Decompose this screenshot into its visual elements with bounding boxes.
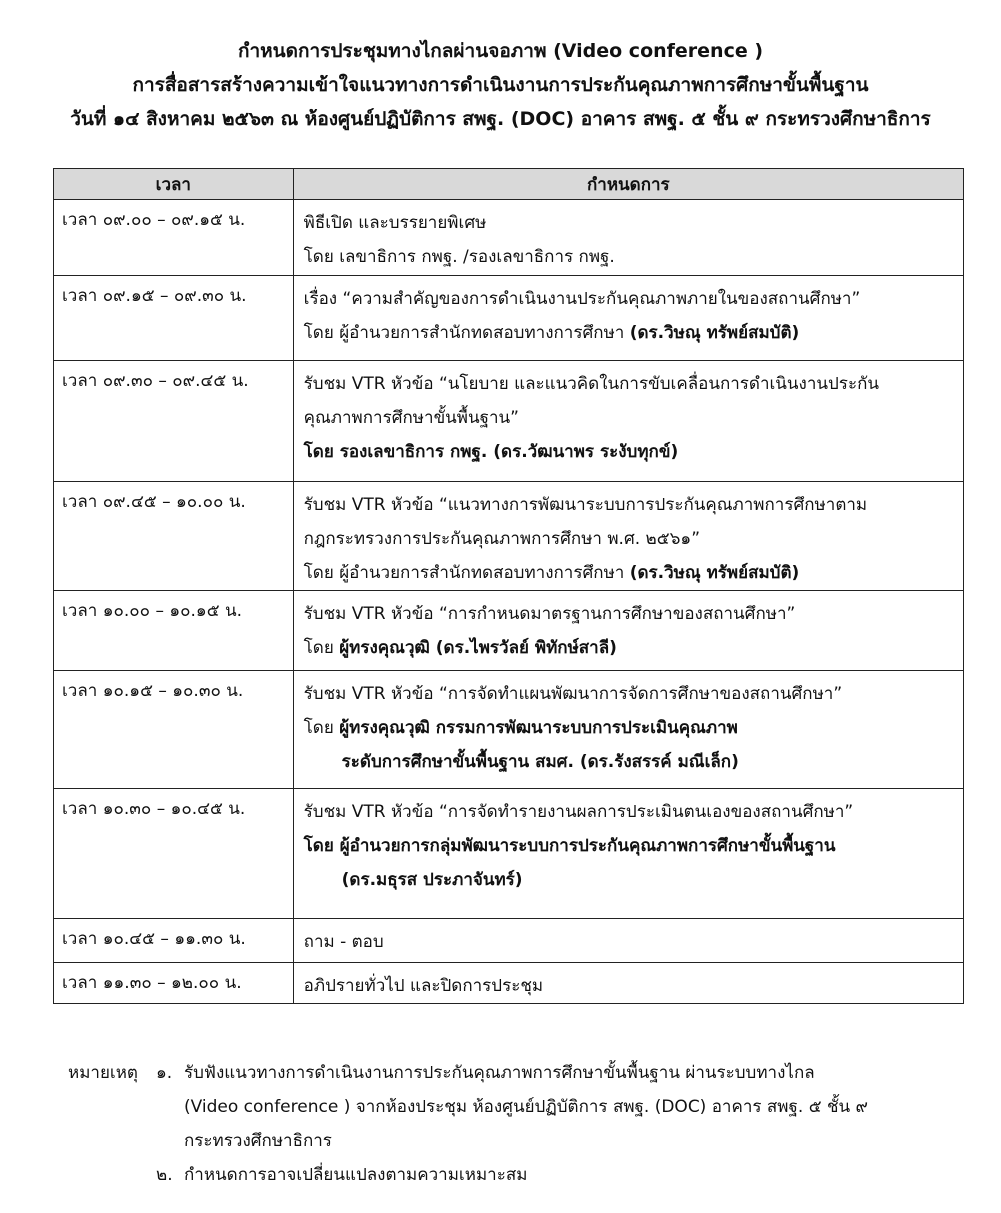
table-row <box>54 591 964 671</box>
row-time: เวลา ๐๙.๐๐ – ๐๙.๑๕ น. <box>54 200 294 276</box>
agenda-speaker <box>304 631 957 665</box>
agenda-speaker: โดย รองเลขาธิการ กพฐ. (ดร.วัฒนาพร ระงับทุกข์) <box>303 442 679 462</box>
speaker-name: (ดร.วิษณุ ทรัพย์สมบัติ) <box>629 563 800 583</box>
table-row <box>54 919 964 963</box>
note-item-1 <box>68 1056 968 1158</box>
document-title <box>0 34 1001 136</box>
speaker-name-continued: (ดร.มธุรส ประภาจันทร์) <box>341 870 523 890</box>
row-agenda <box>293 200 963 276</box>
note-line: กำหนดการอาจเปลี่ยนแปลงตามความเหมาะสม <box>184 1165 528 1185</box>
speaker-prefix: โดย <box>303 718 340 738</box>
title-line-3: วันที่ ๑๔ สิงหาคม ๒๕๖๓ ณ ห้องศูนย์ปฏิบัติการ สพฐ. (DOC) อาคาร สพฐ. ๕ ชั้น ๙ กระทรวงศึกษาธิการ <box>70 108 931 130</box>
speaker-name: (ดร.วิษณุ ทรัพย์สมบัติ) <box>629 323 800 343</box>
speaker-name: ผู้ทรงคุณวุฒิ (ดร.ไพรวัลย์ พิทักษ์สาลี) <box>339 638 617 658</box>
agenda-line: รับชม VTR หัวข้อ “การจัดทำแผนพัฒนาการจัดการศึกษาของสถานศึกษา” <box>303 684 843 704</box>
agenda-speaker: โดย ผู้อำนวยการกลุ่มพัฒนาระบบการประกันคุณภาพการศึกษาขั้นพื้นฐาน <box>303 836 836 856</box>
speaker-name-continued: ระดับการศึกษาขั้นพื้นฐาน สมศ. (ดร.รังสรรค์ มณีเล็ก) <box>341 752 739 772</box>
row-agenda <box>293 482 963 591</box>
note-line: (Video conference ) จากห้องประชุม ห้องศูนย์ปฏิบัติการ สพฐ. (DOC) อาคาร สพฐ. ๕ ชั้น ๙ <box>184 1097 868 1117</box>
note-text <box>184 1158 968 1192</box>
agenda-line: รับชม VTR หัวข้อ “การกำหนดมาตรฐานการศึกษาของสถานศึกษา” <box>303 604 796 624</box>
row-agenda <box>293 919 963 963</box>
note-item-2 <box>68 1158 968 1192</box>
note-line: รับฟังแนวทางการดำเนินงานการประกันคุณภาพการศึกษาขั้นพื้นฐาน ผ่านระบบทางไกล <box>184 1063 815 1083</box>
table-row <box>54 276 964 361</box>
speaker-prefix: โดย <box>303 638 340 658</box>
row-agenda <box>293 361 963 482</box>
notes-label: หมายเหตุ <box>68 1063 138 1083</box>
note-number: ๒. <box>156 1165 173 1185</box>
table-header-row <box>54 169 964 200</box>
table-row <box>54 200 964 276</box>
agenda-speaker <box>304 556 957 590</box>
row-time: เวลา ๑๑.๓๐ – ๑๒.๐๐ น. <box>54 963 294 1004</box>
note-text <box>184 1056 968 1158</box>
row-agenda <box>293 671 963 789</box>
agenda-line: รับชม VTR หัวข้อ “การจัดทำรายงานผลการประเมินตนเองของสถานศึกษา” <box>303 802 854 822</box>
speaker-name: ผู้ทรงคุณวุฒิ กรรมการพัฒนาระบบการประเมินคุณภาพ <box>339 718 738 738</box>
agenda-speaker: โดย เลขาธิการ กพฐ. /รองเลขาธิการ กพฐ. <box>303 247 615 267</box>
row-time: เวลา ๑๐.๔๕ – ๑๑.๓๐ น. <box>54 919 294 963</box>
row-agenda <box>293 591 963 671</box>
agenda-line: ถาม - ตอบ <box>303 932 384 952</box>
speaker-prefix: โดย ผู้อำนวยการสำนักทดสอบทางการศึกษา <box>303 563 630 583</box>
agenda-speaker <box>304 711 957 745</box>
agenda-line: พิธีเปิด และบรรยายพิเศษ <box>303 213 487 233</box>
agenda-line: เรื่อง “ความสำคัญของการดำเนินงานประกันคุณภาพภายในของสถานศึกษา” <box>303 289 861 309</box>
agenda-speaker <box>304 316 957 350</box>
agenda-line: คุณภาพการศึกษาขั้นพื้นฐาน” <box>303 408 519 428</box>
speaker-prefix: โดย ผู้อำนวยการสำนักทดสอบทางการศึกษา <box>303 323 630 343</box>
agenda-line: อภิปรายทั่วไป และปิดการประชุม <box>303 976 544 996</box>
agenda-line: กฎกระทรวงการประกันคุณภาพการศึกษา พ.ศ. ๒๕๖๑” <box>303 529 701 549</box>
row-agenda <box>293 963 963 1004</box>
row-agenda <box>293 276 963 361</box>
title-line-2: การสื่อสารสร้างความเข้าใจแนวทางการดำเนินงานการประกันคุณภาพการศึกษาขั้นพื้นฐาน <box>132 74 869 96</box>
row-time: เวลา ๐๙.๑๕ – ๐๙.๓๐ น. <box>54 276 294 361</box>
note-line: กระทรวงศึกษาธิการ <box>184 1131 332 1151</box>
agenda-line: รับชม VTR หัวข้อ “แนวทางการพัฒนาระบบการประกันคุณภาพการศึกษาตาม <box>303 495 868 515</box>
agenda-line: รับชม VTR หัวข้อ “นโยบาย และแนวคิดในการขับเคลื่อนการดำเนินงานประกัน <box>303 374 879 394</box>
row-time: เวลา ๑๐.๑๕ – ๑๐.๓๐ น. <box>54 671 294 789</box>
notes-section <box>68 1056 968 1192</box>
column-header-agenda: กำหนดการ <box>293 169 963 200</box>
row-time: เวลา ๐๙.๔๕ – ๑๐.๐๐ น. <box>54 482 294 591</box>
column-header-time: เวลา <box>54 169 294 200</box>
table-row <box>54 482 964 591</box>
table-row <box>54 361 964 482</box>
row-time: เวลา ๑๐.๓๐ – ๑๐.๔๕ น. <box>54 789 294 919</box>
title-line-1: กำหนดการประชุมทางไกลผ่านจอภาพ (Video conference ) <box>237 40 764 62</box>
row-agenda <box>293 789 963 919</box>
schedule-table <box>53 168 964 1004</box>
table-row <box>54 671 964 789</box>
note-number: ๑. <box>156 1063 173 1083</box>
table-row <box>54 963 964 1004</box>
table-row <box>54 789 964 919</box>
row-time: เวลา ๑๐.๐๐ – ๑๐.๑๕ น. <box>54 591 294 671</box>
row-time: เวลา ๐๙.๓๐ – ๐๙.๔๕ น. <box>54 361 294 482</box>
